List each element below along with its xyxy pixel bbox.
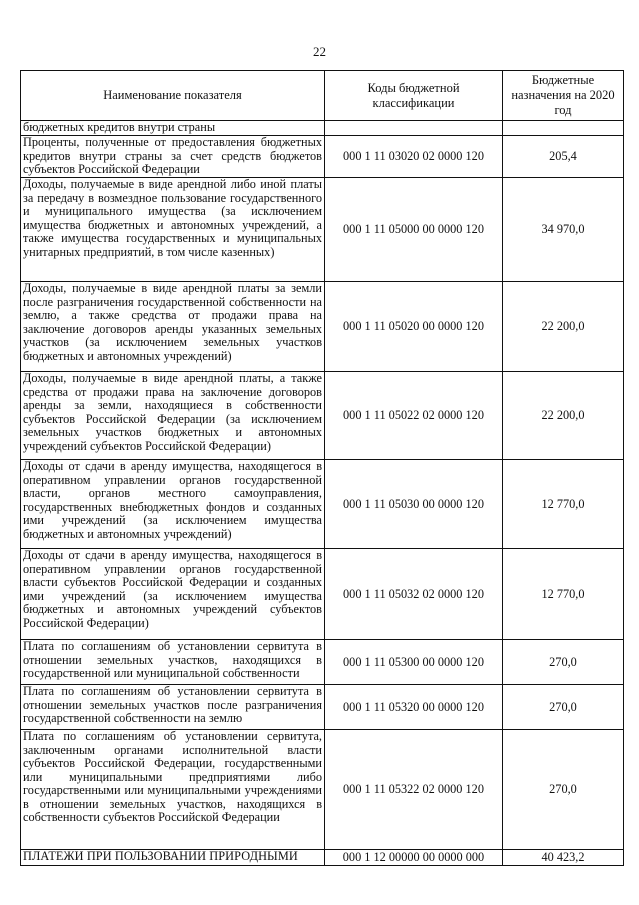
- row-value: 270,0: [503, 685, 624, 730]
- budget-table: [20, 70, 624, 866]
- row-code: 000 1 11 05000 00 0000 120: [325, 178, 503, 282]
- row-name: Проценты, полученные от предоставления бюджетных кредитов внутри страны за счет средств бюджетов субъектов Российской Федерации: [21, 136, 325, 178]
- row-code: 000 1 11 05032 02 0000 120: [325, 549, 503, 640]
- table-row: [21, 136, 624, 178]
- row-name: Доходы, получаемые в виде арендной платы за земли после разграничения государственной собственности на землю, а также средства от продажи права на заключение договоров аренды указанных земельных участков (за исключением земельных участков бюджетных и автономных учреждений): [21, 282, 325, 372]
- row-code: 000 1 11 05022 02 0000 120: [325, 372, 503, 460]
- table-row: [21, 178, 624, 282]
- row-value: 12 770,0: [503, 460, 624, 549]
- row-value: 205,4: [503, 136, 624, 178]
- table-row: [21, 282, 624, 372]
- row-name: Доходы, получаемые в виде арендной платы, а также средства от продажи права на заключение договоров аренды за земли, находящиеся в собственности субъектов Российской Федерации (за исключением земельных участков бюджетных и автономных учреждений субъектов Российской Федерации): [21, 372, 325, 460]
- header-budget-allocation: Бюджетные назначения на 2020 год: [503, 71, 624, 121]
- row-name: ПЛАТЕЖИ ПРИ ПОЛЬЗОВАНИИ ПРИРОДНЫМИ: [21, 850, 325, 866]
- row-code: [325, 121, 503, 136]
- table-row: [21, 730, 624, 850]
- header-budget-codes: Коды бюджетной классификации: [325, 71, 503, 121]
- row-value: 12 770,0: [503, 549, 624, 640]
- table-row: [21, 549, 624, 640]
- header-indicator-name: Наименование показателя: [21, 71, 325, 121]
- row-name: Доходы от сдачи в аренду имущества, находящегося в оперативном управлении органов государственной власти, органов местного самоуправления, государственных внебюджетных фондов и созданных ими учреждений (за исключением имущества бюджетных и автономных учреждений): [21, 460, 325, 549]
- row-code: 000 1 11 05322 02 0000 120: [325, 730, 503, 850]
- row-name: Плата по соглашениям об установлении сервитута в отношении земельных участков после разграничения государственной собственности на землю: [21, 685, 325, 730]
- row-name: Плата по соглашениям об установлении сервитута, заключенным органами исполнительной власти субъектов Российской Федерации, государственными или муниципальными предприятиями либо государственными или муниципальными учреждениями в отношении земельных участков, находящихся в собственности субъектов Российской Федерации: [21, 730, 325, 850]
- table-header-row: [21, 71, 624, 121]
- page-number: 22: [313, 44, 326, 59]
- row-code: 000 1 11 05030 00 0000 120: [325, 460, 503, 549]
- row-value: 22 200,0: [503, 372, 624, 460]
- row-value: 270,0: [503, 730, 624, 850]
- row-name: Доходы от сдачи в аренду имущества, находящегося в оперативном управлении органов государственной власти субъектов Российской Федерации и созданных ими учреждений (за исключением имущества бюджетных и автономных учреждений субъектов Российской Федерации): [21, 549, 325, 640]
- table-row: [21, 640, 624, 685]
- table-row: [21, 460, 624, 549]
- row-value: 40 423,2: [503, 850, 624, 866]
- table-row: [21, 372, 624, 460]
- row-value: 22 200,0: [503, 282, 624, 372]
- row-name: Плата по соглашениям об установлении сервитута в отношении земельных участков, находящихся в государственной или муниципальной собственности: [21, 640, 325, 685]
- table-row: [21, 850, 624, 866]
- row-value: 270,0: [503, 640, 624, 685]
- row-name: Доходы, получаемые в виде арендной либо иной платы за передачу в возмездное пользование государственного и муниципального имущества (за исключением имущества бюджетных и автономных учреждений, а также имущества государственных и муниципальных унитарных предприятий, в том числе казенных): [21, 178, 325, 282]
- table-row: [21, 121, 624, 136]
- row-code: 000 1 11 05020 00 0000 120: [325, 282, 503, 372]
- row-value: [503, 121, 624, 136]
- row-code: 000 1 12 00000 00 0000 000: [325, 850, 503, 866]
- table-row: [21, 685, 624, 730]
- row-value: 34 970,0: [503, 178, 624, 282]
- row-code: 000 1 11 03020 02 0000 120: [325, 136, 503, 178]
- row-code: 000 1 11 05300 00 0000 120: [325, 640, 503, 685]
- row-name: бюджетных кредитов внутри страны: [21, 121, 325, 136]
- row-code: 000 1 11 05320 00 0000 120: [325, 685, 503, 730]
